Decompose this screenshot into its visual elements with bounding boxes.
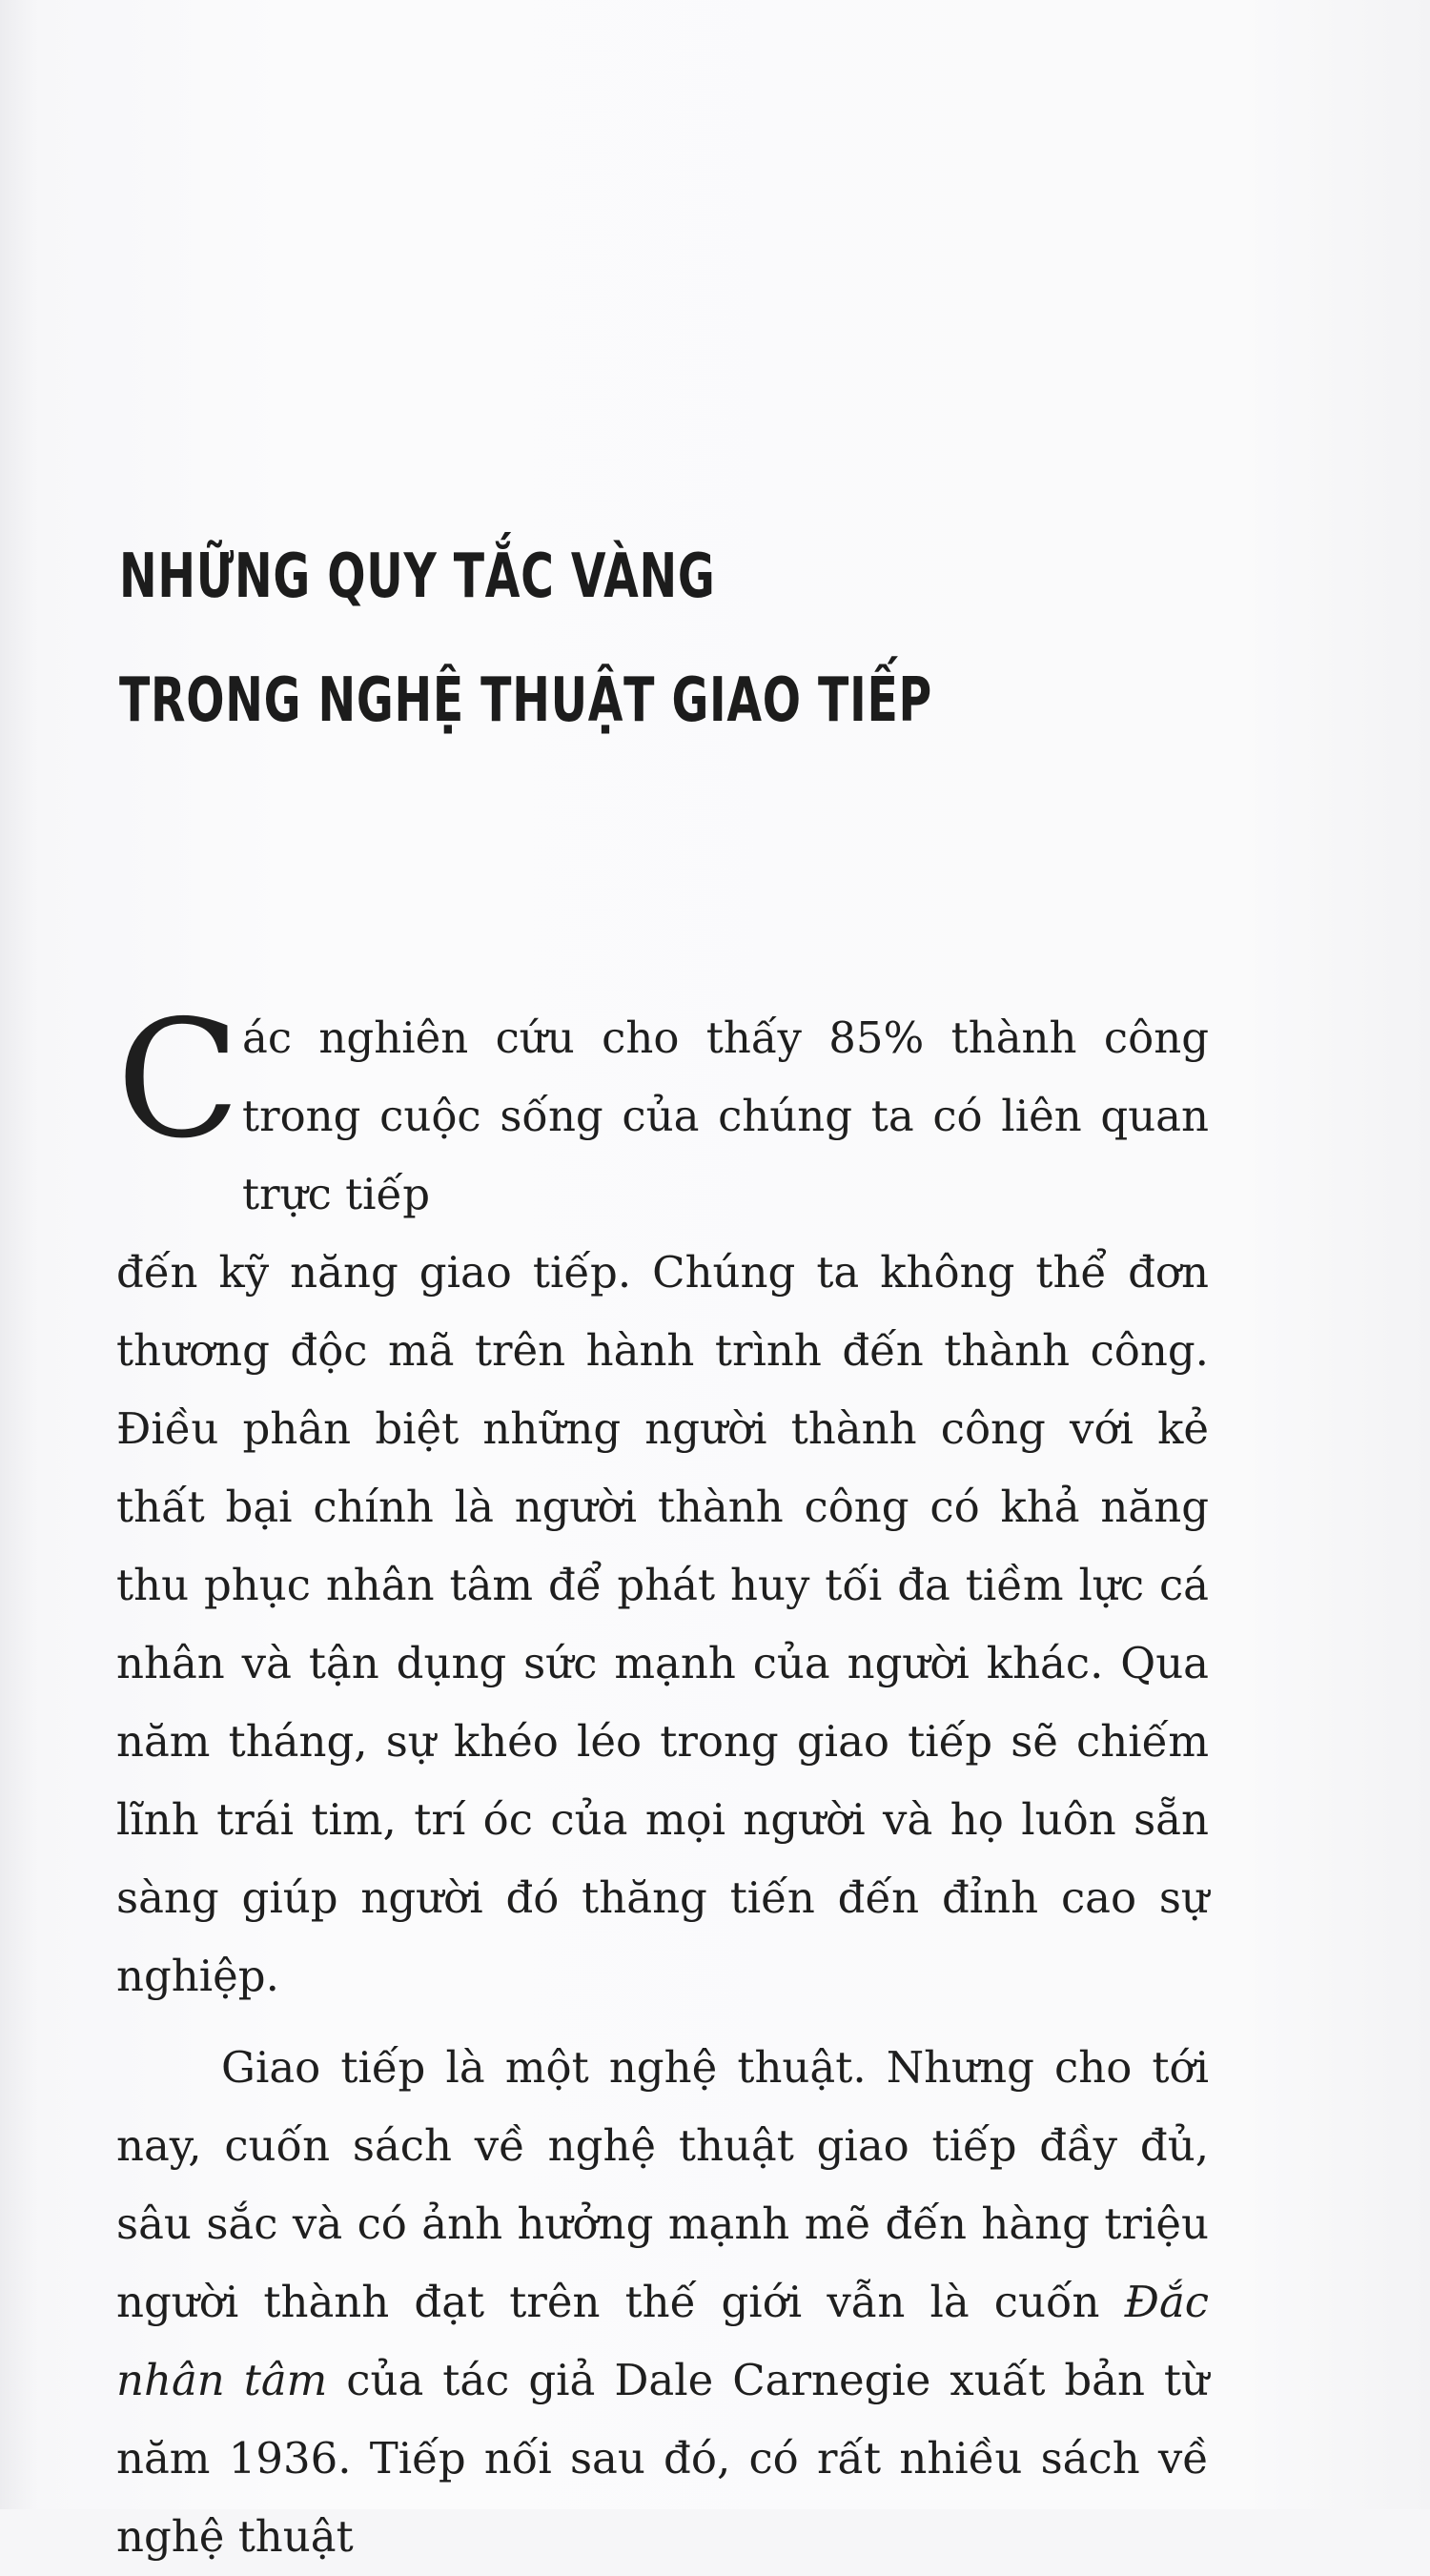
paragraph-2 — [116, 2029, 1209, 2576]
paragraph-2-text-end: của tác giả Dale Carnegie xuất bản từ năm 1936. Tiếp nối sau đó, có rất nhiều sách về nghệ thuật — [116, 2355, 1209, 2562]
chapter-title-line-1: NHỮNG QUY TẮC VÀNG — [119, 542, 716, 612]
body-text — [116, 986, 1209, 2576]
paragraph-2-text-start: Giao tiếp là một nghệ thuật. Nhưng cho tới nay, cuốn sách về nghệ thuật giao tiếp đầy đủ, sâu sắc và có ảnh hưởng mạnh mẽ đến hàng triệu người thành đạt trên thế giới vẫn là cuốn — [116, 2042, 1209, 2327]
paragraph-1 — [116, 986, 1209, 2015]
paragraph-1-indented-lines: ác nghiên cứu cho thấy 85% thành công trong cuộc sống của chúng ta có liên quan trực tiếp — [242, 1012, 1209, 1219]
chapter-title-line-2: TRONG NGHỆ THUẬT GIAO TIẾP — [119, 665, 932, 736]
chapter-title — [119, 515, 966, 763]
drop-cap: C — [116, 986, 241, 1175]
paragraph-1-text: đến kỹ năng giao tiếp. Chúng ta không thể đơn thương độc mã trên hành trình đến thành công. Điều phân biệt những người thành công với kẻ thất bại chính là người thành công có khả năng thu phục nhân tâm để phát huy tối đa tiềm lực cá nhân và tận dụng sức mạnh của người khác. Qua năm tháng, sự khéo léo trong giao tiếp sẽ chiếm lĩnh trái tim, trí óc của mọi người và họ luôn sẵn sàng giúp người đó thăng tiến đến đỉnh cao sự nghiệp. — [116, 1247, 1209, 2001]
book-title: Đắc nhân tâm — [116, 2277, 1209, 2405]
